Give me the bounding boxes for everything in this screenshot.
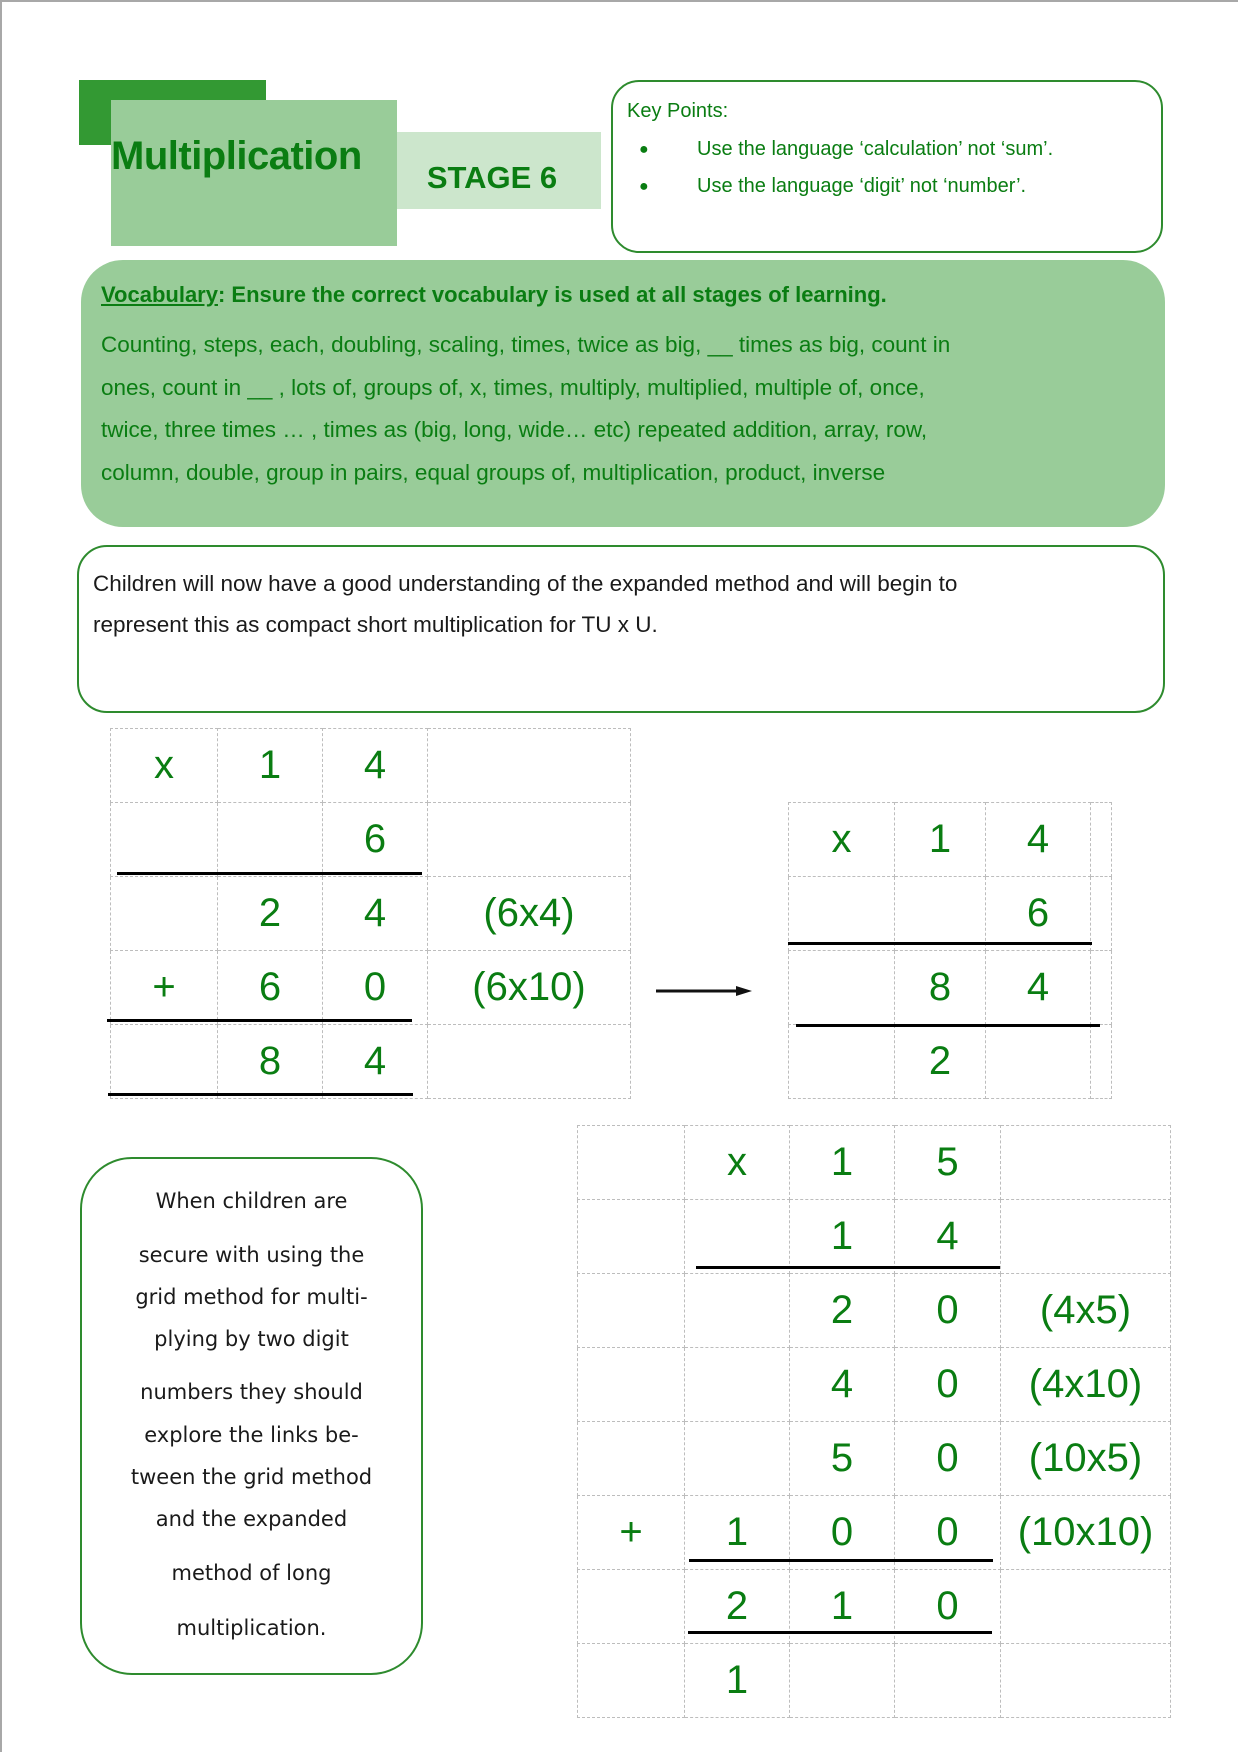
expanded-method-grid (110, 728, 631, 1099)
stage-label: STAGE 6 (426, 160, 558, 195)
grid-cell: 6 (323, 803, 428, 877)
grid-cell: 0 (895, 1496, 1001, 1570)
grid-cell (428, 803, 631, 877)
grid-cell (111, 1025, 218, 1099)
grid-cell: 4 (790, 1348, 895, 1422)
grid-row (789, 877, 1112, 951)
grid-cell (111, 877, 218, 951)
line-rule (688, 1631, 992, 1634)
grid-cell: x (685, 1126, 790, 1200)
grid-row (111, 951, 631, 1025)
grid-cell (685, 1348, 790, 1422)
vocabulary-label: Vocabulary (101, 282, 218, 307)
grid-cell (1001, 1200, 1171, 1274)
grid-cell: 2 (790, 1274, 895, 1348)
note-line: secure with using the (138, 1243, 365, 1267)
grid-cell: 6 (986, 877, 1091, 951)
grid-cell: 8 (895, 951, 986, 1025)
grid-cell: 4 (323, 877, 428, 951)
grid-cell: 1 (790, 1126, 895, 1200)
vocabulary-list (101, 324, 1151, 494)
bullet-icon: ● (639, 177, 649, 195)
grid-cell: 2 (218, 877, 323, 951)
intro-box (77, 545, 1165, 713)
grid-cell (578, 1644, 685, 1718)
line-rule (788, 942, 1092, 945)
intro-line: Children will now have a good understanding of the expanded method and will begin to (93, 571, 958, 596)
note-line: explore the links be- (144, 1423, 359, 1447)
grid-cell (685, 1200, 790, 1274)
grid-row (111, 803, 631, 877)
grid-cell: 0 (895, 1422, 1001, 1496)
arrow-right-icon (656, 985, 752, 997)
grid-cell: 8 (218, 1025, 323, 1099)
grid-row (578, 1422, 1171, 1496)
grid-cell (1001, 1644, 1171, 1718)
grid-cell (578, 1126, 685, 1200)
grid-cell: 6 (218, 951, 323, 1025)
note-line: numbers they should (140, 1380, 363, 1404)
grid-cell (218, 803, 323, 877)
vocabulary-line: twice, three times … , times as (big, long, wide… etc) repeated addition, array, row, (101, 417, 928, 442)
line-rule (107, 1019, 412, 1022)
grid-cell (789, 1025, 895, 1099)
grid-cell: x (789, 803, 895, 877)
grid-cell (1091, 951, 1112, 1025)
grid-cell: 1 (218, 729, 323, 803)
grid-cell (428, 1025, 631, 1099)
grid-cell (986, 1025, 1091, 1099)
grid-cell: 4 (895, 1200, 1001, 1274)
grid-cell: 2 (685, 1570, 790, 1644)
grid-cell (790, 1644, 895, 1718)
grid-cell (895, 1644, 1001, 1718)
line-rule (689, 1559, 993, 1562)
grid-row (578, 1126, 1171, 1200)
key-points-title: Key Points: (627, 100, 729, 122)
key-point-item (627, 168, 1161, 205)
vocabulary-line: ones, count in __ , lots of, groups of, x, times, multiply, multiplied, multiple of, once, (101, 374, 925, 400)
grid-cell (685, 1422, 790, 1496)
note-line: plying by two digit (154, 1327, 349, 1351)
grid-cell: (4x5) (1001, 1274, 1171, 1348)
grid-cell: x (111, 729, 218, 803)
grid-cell: 1 (895, 803, 986, 877)
grid-cell (1001, 1570, 1171, 1644)
grid-cell (578, 1348, 685, 1422)
grid-row (111, 1025, 631, 1099)
grid-cell (578, 1200, 685, 1274)
note-line: grid method for multi- (135, 1285, 368, 1309)
grid-row (789, 1025, 1112, 1099)
key-point-item (627, 131, 1161, 168)
note-line: and the expanded (155, 1507, 348, 1531)
long-multiplication-grid (577, 1125, 1171, 1718)
line-rule (117, 872, 422, 875)
grid-cell: 1 (790, 1570, 895, 1644)
line-rule (796, 1024, 1100, 1027)
vocabulary-box (81, 260, 1165, 527)
note-line: multiplication. (176, 1616, 327, 1640)
line-rule (108, 1093, 413, 1096)
grid-row (111, 729, 631, 803)
grid-cell: + (578, 1496, 685, 1570)
grid-cell (578, 1422, 685, 1496)
grid-cell (111, 803, 218, 877)
grid-cell: 0 (790, 1496, 895, 1570)
grid-cell: 1 (790, 1200, 895, 1274)
note-line: method of long (171, 1561, 332, 1585)
grid-cell: 1 (685, 1644, 790, 1718)
grid-cell: (4x10) (1001, 1348, 1171, 1422)
grid-cell (1091, 877, 1112, 951)
vocabulary-line: Counting, steps, each, doubling, scaling, times, twice as big, __ times as big, count in (101, 332, 951, 357)
key-points-box (611, 80, 1163, 253)
grid-cell (685, 1274, 790, 1348)
page-title: Multiplication (111, 134, 362, 178)
grid-row (789, 803, 1112, 877)
line-rule (696, 1266, 1000, 1269)
grid-cell: 0 (895, 1348, 1001, 1422)
bullet-icon: ● (639, 140, 649, 158)
grid-cell: 1 (685, 1496, 790, 1570)
grid-cell: 4 (323, 1025, 428, 1099)
grid-cell: 4 (986, 803, 1091, 877)
grid-cell: (10x5) (1001, 1422, 1171, 1496)
intro-line: represent this as compact short multiplication for TU x U. (93, 612, 658, 637)
grid-cell (578, 1274, 685, 1348)
grid-cell: 4 (986, 951, 1091, 1025)
grid-cell: 0 (895, 1570, 1001, 1644)
grid-cell: 4 (323, 729, 428, 803)
note-line: When children are (155, 1189, 348, 1213)
grid-cell (1091, 803, 1112, 877)
grid-row (578, 1274, 1171, 1348)
grid-cell (789, 877, 895, 951)
vocabulary-heading (101, 282, 1165, 308)
grid-cell: 2 (895, 1025, 986, 1099)
vocabulary-heading-text: : Ensure the correct vocabulary is used at all stages of learning. (217, 282, 887, 307)
note-line: tween the grid method (130, 1465, 373, 1489)
grid-cell: (6x10) (428, 951, 631, 1025)
key-point-text: Use the language ‘calculation’ not ‘sum’. (697, 138, 1054, 160)
grid-row (111, 877, 631, 951)
grid-cell: 0 (323, 951, 428, 1025)
grid-cell: (6x4) (428, 877, 631, 951)
grid-row (578, 1200, 1171, 1274)
grid-cell: 5 (790, 1422, 895, 1496)
grid-row (789, 951, 1112, 1025)
grid-cell (895, 877, 986, 951)
compact-method-grid (788, 802, 1112, 1099)
grid-cell (1091, 1025, 1112, 1099)
grid-cell (789, 951, 895, 1025)
grid-cell (1001, 1126, 1171, 1200)
grid-cell: 0 (895, 1274, 1001, 1348)
vocabulary-line: column, double, group in pairs, equal groups of, multiplication, product, inverse (101, 459, 886, 485)
note-box (80, 1157, 423, 1675)
grid-cell (578, 1570, 685, 1644)
grid-cell: (10x10) (1001, 1496, 1171, 1570)
grid-cell (428, 729, 631, 803)
key-point-text: Use the language ‘digit’ not ‘number’. (697, 175, 1027, 197)
grid-row (578, 1348, 1171, 1422)
grid-row (578, 1644, 1171, 1718)
grid-cell: + (111, 951, 218, 1025)
grid-cell: 5 (895, 1126, 1001, 1200)
